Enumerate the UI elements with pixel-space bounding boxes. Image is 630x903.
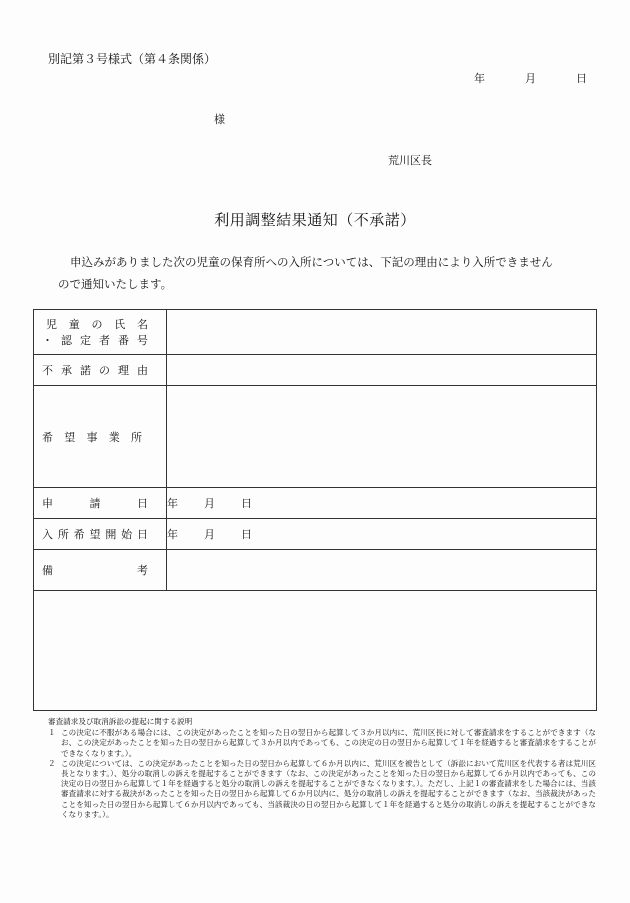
notes-heading: 審査請求及び取消訴訟の提起に関する説明 <box>48 717 193 726</box>
label-char: 入 <box>42 528 53 541</box>
label-char: 児 <box>46 318 57 331</box>
facility-label-text <box>42 429 142 445</box>
label-char: 氏 <box>114 318 126 331</box>
label-char: 認 <box>61 334 72 347</box>
notice-table <box>33 309 597 711</box>
issuer: 荒川区長 <box>388 154 432 167</box>
label-char: 不 <box>42 364 53 377</box>
apply-year: 年 <box>167 497 178 510</box>
row-blank <box>34 591 597 711</box>
label-char: 希 <box>42 430 53 444</box>
label-reason <box>34 355 167 386</box>
start-date-label-text <box>42 526 148 542</box>
label-char: の <box>91 318 103 331</box>
label-char: 請 <box>89 497 101 510</box>
date-year: 年 <box>474 72 485 85</box>
label-apply-date <box>34 488 167 519</box>
child-name-line2 <box>42 332 148 348</box>
recipient-suffix: 様 <box>214 113 225 126</box>
note-item <box>48 759 596 820</box>
label-char: 希 <box>73 528 85 541</box>
value-reason <box>167 355 597 386</box>
appeal-notes <box>48 717 596 820</box>
label-char: 所 <box>131 430 142 444</box>
label-char: 承 <box>61 364 72 377</box>
label-char: 開 <box>105 528 117 541</box>
label-child-name <box>34 310 167 355</box>
value-apply-date <box>167 488 597 519</box>
reason-label-text <box>42 362 148 378</box>
value-child-name <box>167 310 597 355</box>
row-start-date <box>34 519 597 550</box>
blank-area <box>34 591 597 711</box>
apply-month: 月 <box>204 497 215 510</box>
label-char: 所 <box>57 528 69 541</box>
label-char: 始 <box>121 528 133 541</box>
start-year: 年 <box>167 528 178 541</box>
label-char: 考 <box>137 564 148 577</box>
label-start-date <box>34 519 167 550</box>
apply-date-label-text <box>42 495 148 511</box>
form-number: 別記第３号様式（第４条関係） <box>48 52 217 66</box>
row-child-name <box>34 310 597 355</box>
child-name-line1 <box>42 316 148 332</box>
date-month: 月 <box>525 72 536 85</box>
label-char: ・ <box>42 334 53 347</box>
note-item <box>48 728 596 759</box>
label-char: 由 <box>137 364 148 377</box>
label-char: 定 <box>80 334 91 347</box>
intro-line-2: ので通知いたします。 <box>58 277 173 291</box>
note-number: ２ <box>48 758 56 768</box>
label-char: 申 <box>42 497 53 510</box>
value-remarks <box>167 550 597 591</box>
apply-day: 日 <box>241 497 252 510</box>
label-char: 望 <box>64 430 76 444</box>
note-text: この決定に不服がある場合には、この決定があったことを知った日の翌日から起算して３か月以内に、荒川区長に対して審査請求をすることができます（なお、この決定があったことを知った日の翌日から起算して３か月以内であっても、この決定の日の翌日から起算して１年を経過すると審査請求をすることができなくなります。）。 <box>61 728 596 758</box>
row-apply-date <box>34 488 597 519</box>
value-facility <box>167 386 597 488</box>
document-title: 利用調整結果通知（不承諾） <box>214 211 416 229</box>
label-char: 者 <box>99 334 110 347</box>
label-char: 番 <box>118 334 129 347</box>
label-remarks <box>34 550 167 591</box>
intro-line-1: 申込みがありました次の児童の保育所への入所については、下記の理由により入所できません <box>70 255 553 269</box>
row-facility <box>34 386 597 488</box>
start-month: 月 <box>204 528 215 541</box>
start-day: 日 <box>241 528 252 541</box>
label-char: 名 <box>137 318 148 331</box>
label-char: 望 <box>89 528 101 541</box>
label-char: 備 <box>42 564 53 577</box>
issue-date <box>474 70 587 86</box>
label-char: 童 <box>68 318 80 331</box>
label-char: 理 <box>118 364 129 377</box>
row-reason <box>34 355 597 386</box>
value-start-date <box>167 519 597 550</box>
label-char: 日 <box>137 497 148 510</box>
label-facility <box>34 386 167 488</box>
intro-text <box>58 251 598 295</box>
label-char: 事 <box>86 430 98 444</box>
label-char: の <box>99 364 110 377</box>
label-char: 日 <box>136 528 148 541</box>
label-char: 業 <box>108 430 120 444</box>
remarks-label-text <box>42 562 148 578</box>
date-day: 日 <box>576 72 587 85</box>
row-remarks <box>34 550 597 591</box>
label-char: 諾 <box>80 364 91 377</box>
note-text: この決定については、この決定があったことを知った日の翌日から起算して６か月以内に、荒川区を被告として（訴訟において荒川区を代表する者は荒川区長となります。）、処分の取消しの訴えを提起することができます（なお、この決定があったことを知った日の翌日から起算して６か月以内であっても、この決定の日の翌日から起算して１年を経過すると処分の取消しの訴えを提起することができなくなります。）。ただし、上記１の審査請求をした場合には、当該審査請求に対する裁決があったことを知った日の翌日から起算して６か月以内に、処分の取消しの訴えを提起することができます（なお、当該裁決があったことを知った日の翌日から起算して６か月以内であっても、当該裁決の日の翌日から起算して１年を経過すると処分の取消しの訴えを提起することができなくなります。）。 <box>61 758 596 819</box>
label-char: 号 <box>137 334 148 347</box>
note-number: １ <box>48 728 56 738</box>
